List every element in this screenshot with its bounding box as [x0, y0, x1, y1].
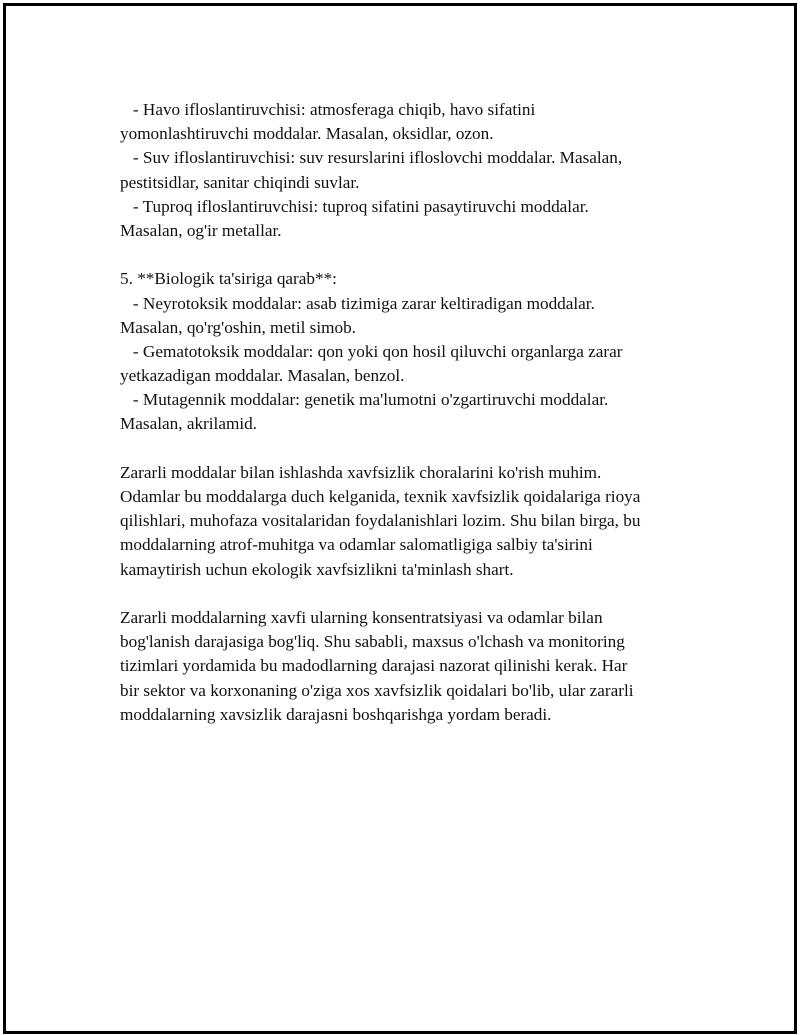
text-line: - Mutagennik moddalar: genetik ma'lumotni o'zgartiruvchi moddalar. — [120, 390, 609, 410]
bio-mutagenic — [120, 388, 700, 436]
text-line: bog'lanish darajasiga bog'liq. Shu sababli, maxsus o'lchash va monitoring — [120, 632, 625, 652]
pollution-water — [120, 146, 700, 194]
text-line: - Tuproq ifloslantiruvchisi: tuproq sifatini pasaytiruvchi moddalar. — [120, 196, 589, 216]
text-line: Masalan, akrilamid. — [120, 414, 257, 434]
text-line: bir sektor va korxonaning o'ziga xos xavfsizlik qoidalari bo'lib, ular zararli — [120, 680, 634, 700]
text-line: Zararli moddalar bilan ishlashda xavfsizlik choralarini ko'rish muhim. — [120, 462, 602, 482]
document-page — [3, 3, 797, 1034]
text-line: Masalan, og'ir metallar. — [120, 220, 282, 240]
paragraph-safety — [120, 461, 700, 582]
bio-neurotoxic — [120, 292, 700, 340]
text-line: tizimlari yordamida bu madodlarning darajasi nazorat qilinishi kerak. Har — [120, 656, 628, 676]
paragraph-gap — [120, 437, 700, 461]
text-line: - Suv ifloslantiruvchisi: suv resurslarini ifloslovchi moddalar. Masalan, — [120, 148, 623, 168]
text-line: 5. **Biologik ta'siriga qarab**: — [120, 269, 337, 289]
text-line: kamaytirish uchun ekologik xavfsizlikni ta'minlash shart. — [120, 559, 514, 579]
paragraph-gap — [120, 582, 700, 606]
text-line: Odamlar bu moddalarga duch kelganida, texnik xavfsizlik qoidalariga rioya — [120, 487, 641, 506]
paragraph-gap — [120, 243, 700, 267]
text-line: - Neyrotoksik moddalar: asab tizimiga zarar keltiradigan moddalar. — [120, 293, 595, 313]
paragraph-monitoring — [120, 606, 700, 727]
text-line: yomonlashtiruvchi moddalar. Masalan, oksidlar, ozon. — [120, 124, 494, 144]
text-line: moddalarning xavsizlik darajasni boshqarishga yordam beradi. — [120, 704, 552, 724]
text-line: Masalan, qo'rg'oshin, metil simob. — [120, 317, 356, 337]
pollution-air — [120, 98, 700, 146]
text-line: moddalarning atrof-muhitga va odamlar salomatligiga salbiy ta'sirini — [120, 535, 593, 555]
text-line: - Havo ifloslantiruvchisi: atmosferaga chiqib, havo sifatini — [120, 100, 536, 119]
text-line: pestitsidlar, sanitar chiqindi suvlar. — [120, 172, 360, 192]
document-body — [120, 98, 700, 727]
bio-hematotoxic — [120, 340, 700, 388]
pollution-soil — [120, 195, 700, 243]
text-line: qilishlari, muhofaza vositalaridan foydalanishlari lozim. Shu bilan birga, bu — [120, 511, 641, 531]
section-5-heading — [120, 267, 700, 291]
text-line: yetkazadigan moddalar. Masalan, benzol. — [120, 366, 405, 386]
text-line: Zararli moddalarning xavfi ularning konsentratsiyasi va odamlar bilan — [120, 607, 603, 627]
text-line: - Gematotoksik moddalar: qon yoki qon hosil qiluvchi organlarga zarar — [120, 341, 623, 361]
